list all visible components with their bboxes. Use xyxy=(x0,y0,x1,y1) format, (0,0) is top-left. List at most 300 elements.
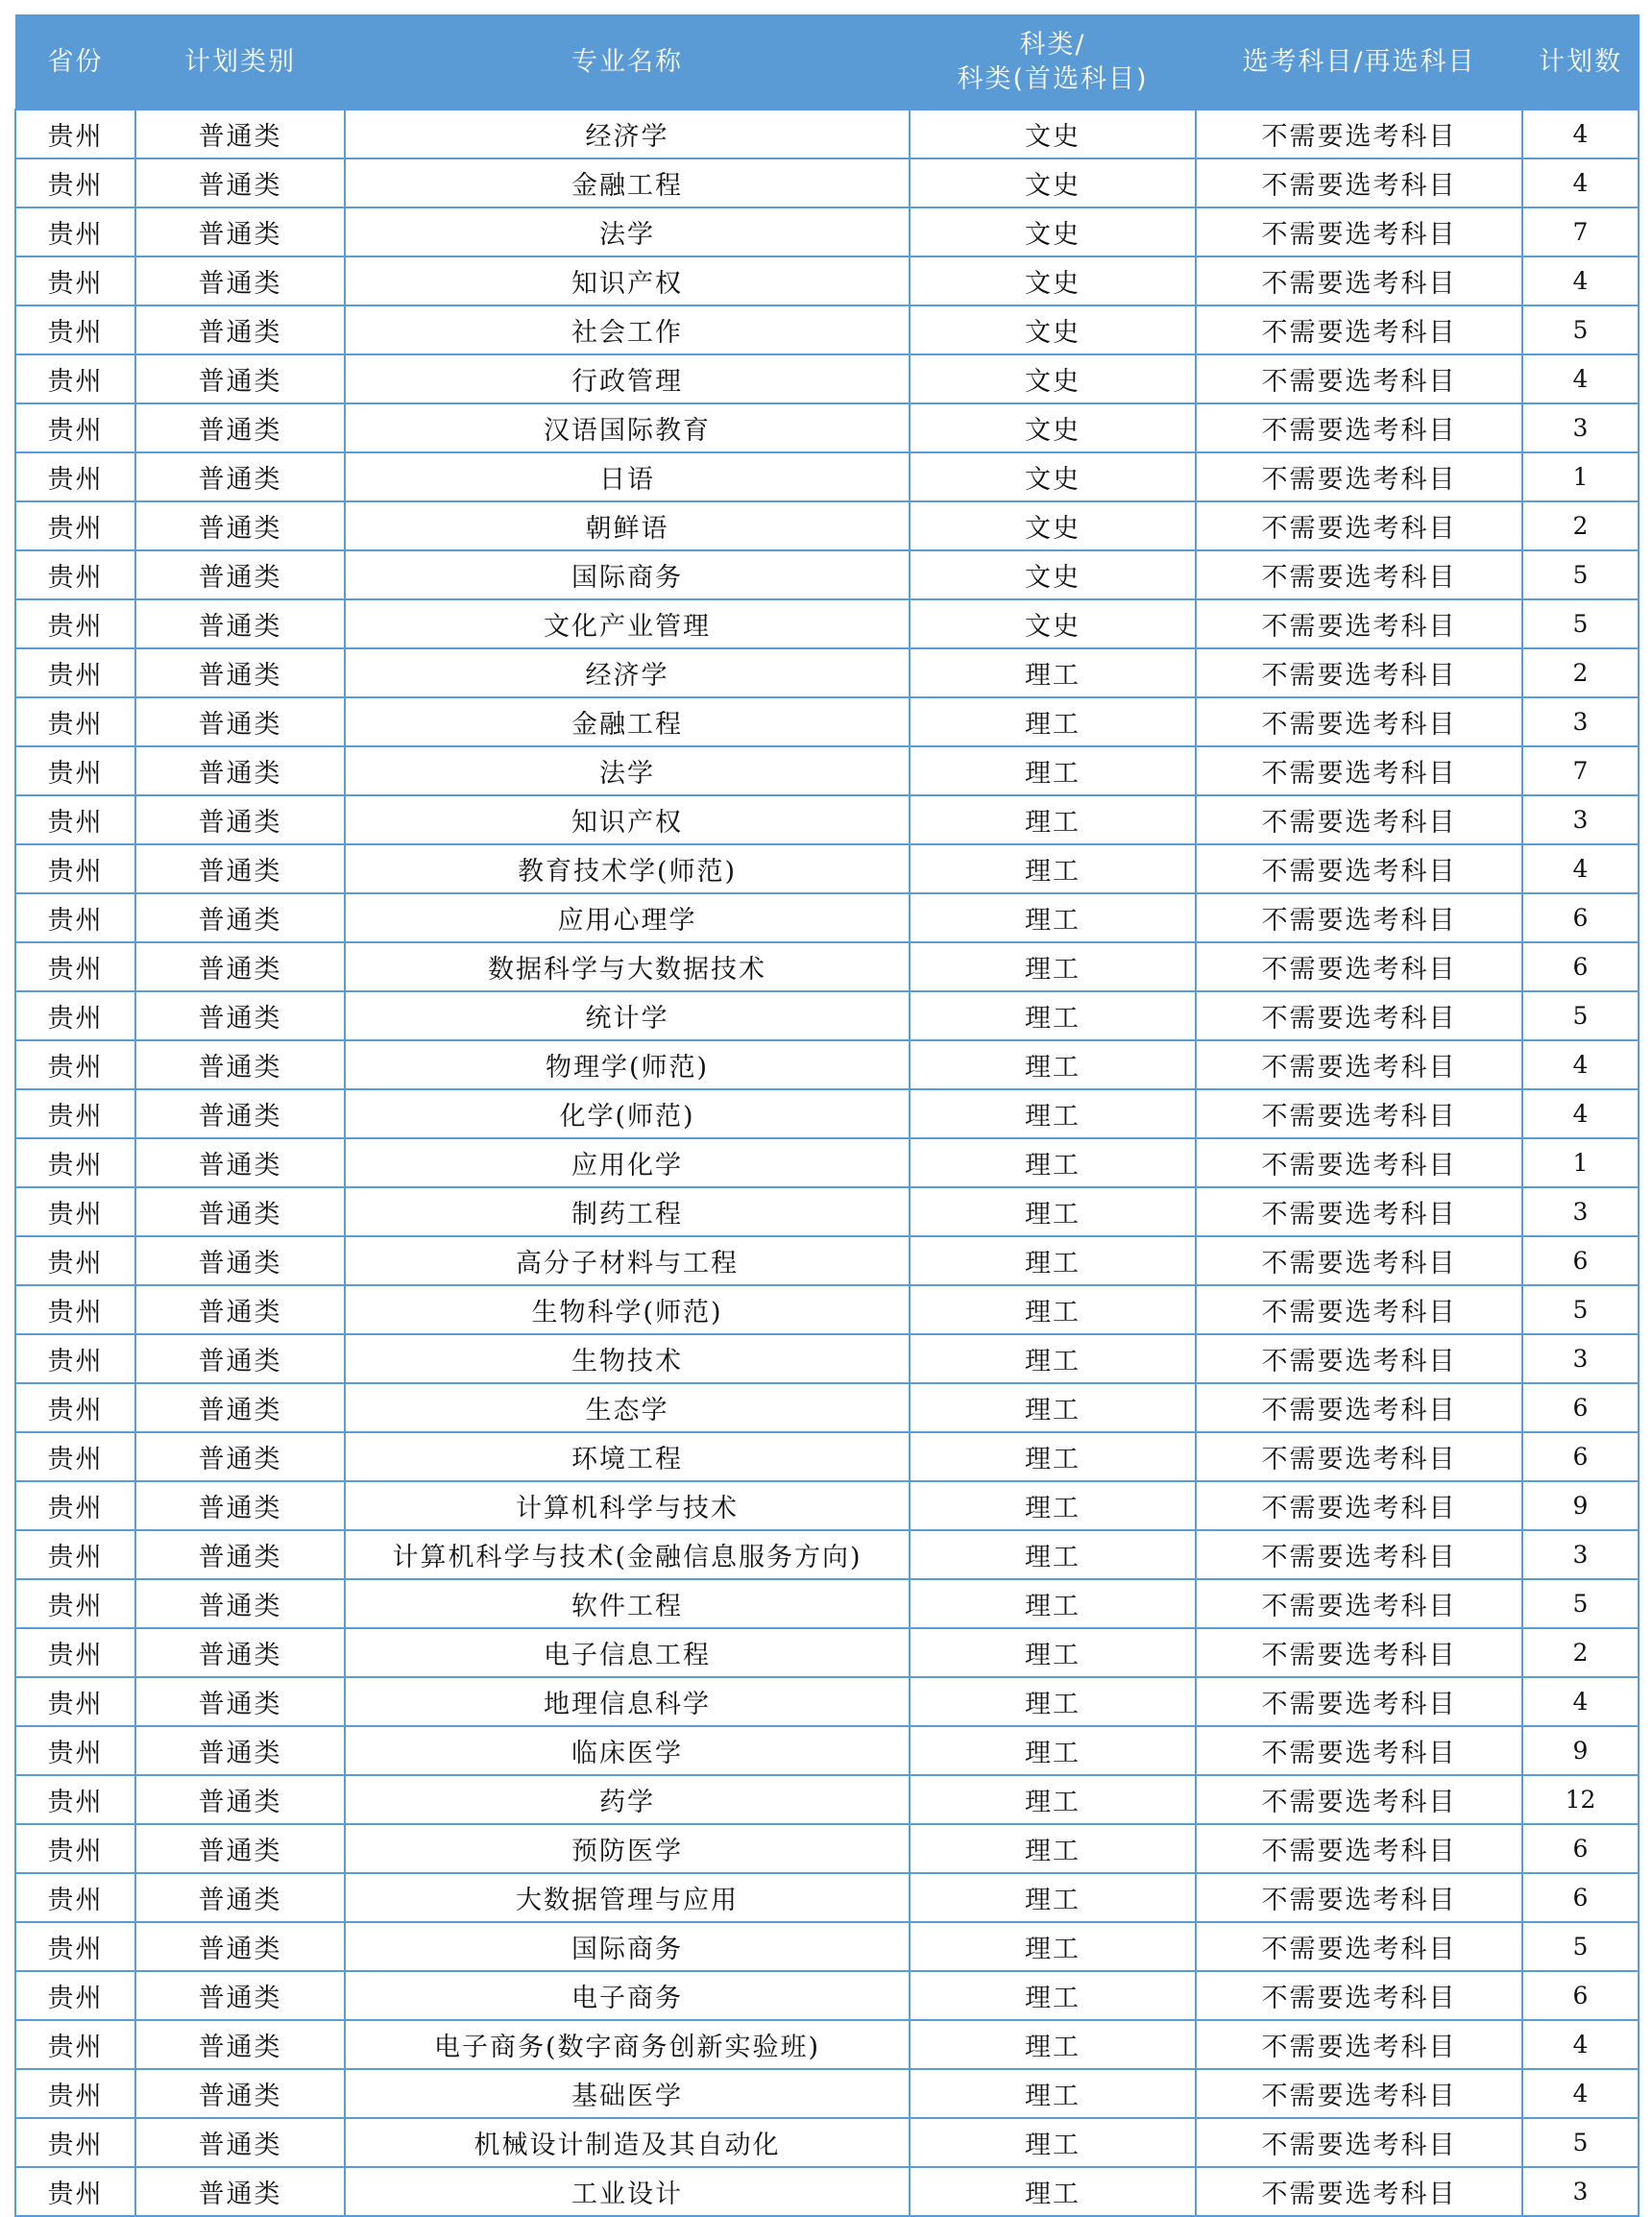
cell-subject: 文史 xyxy=(910,354,1196,403)
cell-major: 法学 xyxy=(345,207,910,256)
cell-plan-type: 普通类 xyxy=(135,1334,345,1383)
cell-major: 国际商务 xyxy=(345,1922,910,1971)
cell-province: 贵州 xyxy=(15,599,135,648)
cell-major: 计算机科学与技术(金融信息服务方向) xyxy=(345,1530,910,1579)
cell-subject: 文史 xyxy=(910,305,1196,354)
table-row xyxy=(15,1432,1639,1481)
cell-province: 贵州 xyxy=(15,2020,135,2069)
table-row xyxy=(15,942,1639,991)
cell-province: 贵州 xyxy=(15,1481,135,1530)
cell-quota: 5 xyxy=(1522,599,1639,648)
cell-elective: 不需要选考科目 xyxy=(1196,158,1522,207)
cell-elective: 不需要选考科目 xyxy=(1196,1824,1522,1873)
table-row xyxy=(15,2069,1639,2118)
cell-major: 临床医学 xyxy=(345,1726,910,1775)
cell-quota: 4 xyxy=(1522,2069,1639,2118)
cell-province: 贵州 xyxy=(15,844,135,893)
cell-subject: 理工 xyxy=(910,746,1196,795)
cell-province: 贵州 xyxy=(15,1726,135,1775)
cell-quota: 5 xyxy=(1522,1922,1639,1971)
cell-subject: 理工 xyxy=(910,1530,1196,1579)
cell-major: 朝鲜语 xyxy=(345,501,910,550)
cell-province: 贵州 xyxy=(15,110,135,158)
cell-province: 贵州 xyxy=(15,991,135,1040)
cell-major: 药学 xyxy=(345,1775,910,1824)
cell-elective: 不需要选考科目 xyxy=(1196,1383,1522,1432)
cell-plan-type: 普通类 xyxy=(135,1677,345,1726)
cell-province: 贵州 xyxy=(15,2118,135,2167)
cell-elective: 不需要选考科目 xyxy=(1196,1579,1522,1628)
table-body xyxy=(15,110,1639,2216)
cell-plan-type: 普通类 xyxy=(135,1236,345,1285)
cell-quota: 6 xyxy=(1522,942,1639,991)
cell-subject: 文史 xyxy=(910,110,1196,158)
cell-subject: 理工 xyxy=(910,1432,1196,1481)
cell-province: 贵州 xyxy=(15,746,135,795)
cell-quota: 5 xyxy=(1522,1285,1639,1334)
cell-plan-type: 普通类 xyxy=(135,2167,345,2216)
cell-plan-type: 普通类 xyxy=(135,746,345,795)
cell-major: 工业设计 xyxy=(345,2167,910,2216)
cell-quota: 4 xyxy=(1522,158,1639,207)
cell-quota: 2 xyxy=(1522,1628,1639,1677)
cell-quota: 4 xyxy=(1522,2020,1639,2069)
table-row xyxy=(15,1873,1639,1922)
header-province: 省份 xyxy=(15,15,135,110)
header-row xyxy=(15,15,1639,110)
table-row xyxy=(15,1481,1639,1530)
table-row xyxy=(15,354,1639,403)
cell-major: 制药工程 xyxy=(345,1187,910,1236)
cell-plan-type: 普通类 xyxy=(135,403,345,452)
cell-plan-type: 普通类 xyxy=(135,207,345,256)
cell-province: 贵州 xyxy=(15,1922,135,1971)
cell-plan-type: 普通类 xyxy=(135,1628,345,1677)
cell-major: 知识产权 xyxy=(345,256,910,305)
table-row xyxy=(15,110,1639,158)
cell-province: 贵州 xyxy=(15,1285,135,1334)
cell-subject: 理工 xyxy=(910,1040,1196,1089)
cell-elective: 不需要选考科目 xyxy=(1196,1334,1522,1383)
cell-subject: 理工 xyxy=(910,697,1196,746)
cell-elective: 不需要选考科目 xyxy=(1196,2167,1522,2216)
cell-elective: 不需要选考科目 xyxy=(1196,1922,1522,1971)
cell-subject: 文史 xyxy=(910,207,1196,256)
header-elective: 选考科目/再选科目 xyxy=(1196,15,1522,110)
cell-major: 数据科学与大数据技术 xyxy=(345,942,910,991)
cell-subject: 理工 xyxy=(910,1873,1196,1922)
cell-major: 预防医学 xyxy=(345,1824,910,1873)
cell-quota: 1 xyxy=(1522,1138,1639,1187)
cell-major: 电子商务 xyxy=(345,1971,910,2020)
cell-province: 贵州 xyxy=(15,501,135,550)
cell-elective: 不需要选考科目 xyxy=(1196,110,1522,158)
cell-major: 日语 xyxy=(345,452,910,501)
cell-quota: 5 xyxy=(1522,305,1639,354)
cell-major: 生态学 xyxy=(345,1383,910,1432)
cell-quota: 4 xyxy=(1522,1089,1639,1138)
cell-plan-type: 普通类 xyxy=(135,1775,345,1824)
cell-plan-type: 普通类 xyxy=(135,1040,345,1089)
cell-major: 电子商务(数字商务创新实验班) xyxy=(345,2020,910,2069)
cell-province: 贵州 xyxy=(15,1530,135,1579)
cell-major: 化学(师范) xyxy=(345,1089,910,1138)
cell-province: 贵州 xyxy=(15,2069,135,2118)
table-row xyxy=(15,2167,1639,2216)
cell-major: 应用化学 xyxy=(345,1138,910,1187)
cell-subject: 文史 xyxy=(910,550,1196,599)
cell-plan-type: 普通类 xyxy=(135,1432,345,1481)
cell-elective: 不需要选考科目 xyxy=(1196,1285,1522,1334)
cell-province: 贵州 xyxy=(15,795,135,844)
table-row xyxy=(15,1922,1639,1971)
table-row xyxy=(15,991,1639,1040)
cell-subject: 理工 xyxy=(910,991,1196,1040)
table-row xyxy=(15,1971,1639,2020)
cell-quota: 3 xyxy=(1522,1530,1639,1579)
cell-subject: 文史 xyxy=(910,501,1196,550)
table-row xyxy=(15,746,1639,795)
cell-plan-type: 普通类 xyxy=(135,599,345,648)
cell-elective: 不需要选考科目 xyxy=(1196,1628,1522,1677)
header-plan-type: 计划类别 xyxy=(135,15,345,110)
cell-major: 行政管理 xyxy=(345,354,910,403)
cell-plan-type: 普通类 xyxy=(135,452,345,501)
cell-province: 贵州 xyxy=(15,1579,135,1628)
cell-major: 国际商务 xyxy=(345,550,910,599)
table-row xyxy=(15,1089,1639,1138)
cell-major: 法学 xyxy=(345,746,910,795)
cell-elective: 不需要选考科目 xyxy=(1196,599,1522,648)
cell-major: 社会工作 xyxy=(345,305,910,354)
table-row xyxy=(15,1236,1639,1285)
cell-province: 贵州 xyxy=(15,1089,135,1138)
cell-subject: 理工 xyxy=(910,1775,1196,1824)
cell-quota: 7 xyxy=(1522,207,1639,256)
cell-elective: 不需要选考科目 xyxy=(1196,305,1522,354)
cell-province: 贵州 xyxy=(15,1040,135,1089)
cell-quota: 1 xyxy=(1522,452,1639,501)
cell-plan-type: 普通类 xyxy=(135,550,345,599)
table-row xyxy=(15,648,1639,697)
cell-elective: 不需要选考科目 xyxy=(1196,1530,1522,1579)
cell-quota: 2 xyxy=(1522,648,1639,697)
cell-major: 计算机科学与技术 xyxy=(345,1481,910,1530)
cell-subject: 理工 xyxy=(910,844,1196,893)
cell-subject: 理工 xyxy=(910,648,1196,697)
cell-province: 贵州 xyxy=(15,550,135,599)
table-row xyxy=(15,1726,1639,1775)
cell-quota: 4 xyxy=(1522,256,1639,305)
cell-plan-type: 普通类 xyxy=(135,795,345,844)
cell-quota: 4 xyxy=(1522,1677,1639,1726)
cell-plan-type: 普通类 xyxy=(135,2118,345,2167)
table-row xyxy=(15,1628,1639,1677)
cell-plan-type: 普通类 xyxy=(135,1971,345,2020)
cell-elective: 不需要选考科目 xyxy=(1196,452,1522,501)
cell-quota: 4 xyxy=(1522,1040,1639,1089)
cell-major: 知识产权 xyxy=(345,795,910,844)
cell-elective: 不需要选考科目 xyxy=(1196,844,1522,893)
cell-province: 贵州 xyxy=(15,403,135,452)
cell-elective: 不需要选考科目 xyxy=(1196,795,1522,844)
cell-plan-type: 普通类 xyxy=(135,1089,345,1138)
cell-plan-type: 普通类 xyxy=(135,305,345,354)
header-quota: 计划数 xyxy=(1522,15,1639,110)
cell-province: 贵州 xyxy=(15,305,135,354)
cell-elective: 不需要选考科目 xyxy=(1196,697,1522,746)
cell-major: 基础医学 xyxy=(345,2069,910,2118)
cell-major: 金融工程 xyxy=(345,158,910,207)
cell-subject: 理工 xyxy=(910,1285,1196,1334)
cell-major: 机械设计制造及其自动化 xyxy=(345,2118,910,2167)
table-row xyxy=(15,1383,1639,1432)
table-row xyxy=(15,844,1639,893)
header-major: 专业名称 xyxy=(345,15,910,110)
cell-major: 经济学 xyxy=(345,110,910,158)
table-row xyxy=(15,550,1639,599)
table-row xyxy=(15,1138,1639,1187)
cell-province: 贵州 xyxy=(15,1383,135,1432)
cell-subject: 理工 xyxy=(910,942,1196,991)
cell-elective: 不需要选考科目 xyxy=(1196,2118,1522,2167)
cell-elective: 不需要选考科目 xyxy=(1196,2020,1522,2069)
table-row xyxy=(15,1285,1639,1334)
cell-province: 贵州 xyxy=(15,207,135,256)
cell-province: 贵州 xyxy=(15,354,135,403)
table-row xyxy=(15,256,1639,305)
cell-province: 贵州 xyxy=(15,1971,135,2020)
cell-quota: 6 xyxy=(1522,1236,1639,1285)
cell-major: 物理学(师范) xyxy=(345,1040,910,1089)
cell-elective: 不需要选考科目 xyxy=(1196,1971,1522,2020)
cell-plan-type: 普通类 xyxy=(135,501,345,550)
table-row xyxy=(15,305,1639,354)
cell-plan-type: 普通类 xyxy=(135,1383,345,1432)
table-row xyxy=(15,795,1639,844)
cell-subject: 理工 xyxy=(910,1236,1196,1285)
cell-elective: 不需要选考科目 xyxy=(1196,207,1522,256)
cell-quota: 5 xyxy=(1522,550,1639,599)
cell-plan-type: 普通类 xyxy=(135,697,345,746)
table-row xyxy=(15,1187,1639,1236)
cell-quota: 4 xyxy=(1522,844,1639,893)
cell-province: 贵州 xyxy=(15,648,135,697)
cell-quota: 5 xyxy=(1522,2118,1639,2167)
cell-plan-type: 普通类 xyxy=(135,354,345,403)
cell-province: 贵州 xyxy=(15,1824,135,1873)
cell-quota: 6 xyxy=(1522,1432,1639,1481)
table-row xyxy=(15,501,1639,550)
cell-quota: 12 xyxy=(1522,1775,1639,1824)
table-row xyxy=(15,2020,1639,2069)
cell-elective: 不需要选考科目 xyxy=(1196,746,1522,795)
cell-plan-type: 普通类 xyxy=(135,256,345,305)
cell-province: 贵州 xyxy=(15,697,135,746)
cell-major: 地理信息科学 xyxy=(345,1677,910,1726)
cell-elective: 不需要选考科目 xyxy=(1196,942,1522,991)
cell-quota: 3 xyxy=(1522,403,1639,452)
cell-elective: 不需要选考科目 xyxy=(1196,991,1522,1040)
cell-subject: 理工 xyxy=(910,1138,1196,1187)
cell-quota: 6 xyxy=(1522,1824,1639,1873)
cell-subject: 理工 xyxy=(910,795,1196,844)
cell-province: 贵州 xyxy=(15,1187,135,1236)
table-row xyxy=(15,1677,1639,1726)
cell-quota: 6 xyxy=(1522,1873,1639,1922)
cell-plan-type: 普通类 xyxy=(135,942,345,991)
cell-plan-type: 普通类 xyxy=(135,158,345,207)
cell-subject: 理工 xyxy=(910,2069,1196,2118)
cell-subject: 文史 xyxy=(910,158,1196,207)
cell-plan-type: 普通类 xyxy=(135,1726,345,1775)
cell-plan-type: 普通类 xyxy=(135,2020,345,2069)
cell-elective: 不需要选考科目 xyxy=(1196,1089,1522,1138)
cell-elective: 不需要选考科目 xyxy=(1196,1873,1522,1922)
cell-subject: 理工 xyxy=(910,1628,1196,1677)
cell-subject: 理工 xyxy=(910,2167,1196,2216)
cell-quota: 4 xyxy=(1522,354,1639,403)
cell-elective: 不需要选考科目 xyxy=(1196,550,1522,599)
cell-subject: 文史 xyxy=(910,599,1196,648)
cell-quota: 2 xyxy=(1522,501,1639,550)
cell-province: 贵州 xyxy=(15,452,135,501)
cell-subject: 文史 xyxy=(910,256,1196,305)
cell-plan-type: 普通类 xyxy=(135,844,345,893)
cell-plan-type: 普通类 xyxy=(135,991,345,1040)
cell-major: 生物科学(师范) xyxy=(345,1285,910,1334)
cell-quota: 4 xyxy=(1522,110,1639,158)
cell-quota: 7 xyxy=(1522,746,1639,795)
cell-plan-type: 普通类 xyxy=(135,648,345,697)
table-row xyxy=(15,1040,1639,1089)
cell-province: 贵州 xyxy=(15,1236,135,1285)
table-row xyxy=(15,893,1639,942)
table-row xyxy=(15,158,1639,207)
cell-major: 电子信息工程 xyxy=(345,1628,910,1677)
table-row xyxy=(15,1334,1639,1383)
cell-plan-type: 普通类 xyxy=(135,1873,345,1922)
table-row xyxy=(15,2118,1639,2167)
cell-elective: 不需要选考科目 xyxy=(1196,1677,1522,1726)
cell-elective: 不需要选考科目 xyxy=(1196,1775,1522,1824)
cell-plan-type: 普通类 xyxy=(135,1138,345,1187)
cell-major: 文化产业管理 xyxy=(345,599,910,648)
cell-province: 贵州 xyxy=(15,1677,135,1726)
cell-quota: 9 xyxy=(1522,1726,1639,1775)
cell-subject: 文史 xyxy=(910,452,1196,501)
cell-province: 贵州 xyxy=(15,158,135,207)
table-row xyxy=(15,1824,1639,1873)
cell-elective: 不需要选考科目 xyxy=(1196,1481,1522,1530)
cell-elective: 不需要选考科目 xyxy=(1196,354,1522,403)
cell-subject: 理工 xyxy=(910,1726,1196,1775)
cell-quota: 9 xyxy=(1522,1481,1639,1530)
cell-elective: 不需要选考科目 xyxy=(1196,1432,1522,1481)
cell-subject: 理工 xyxy=(910,1334,1196,1383)
cell-province: 贵州 xyxy=(15,1334,135,1383)
cell-major: 经济学 xyxy=(345,648,910,697)
cell-elective: 不需要选考科目 xyxy=(1196,893,1522,942)
cell-quota: 6 xyxy=(1522,1971,1639,2020)
cell-province: 贵州 xyxy=(15,942,135,991)
cell-major: 金融工程 xyxy=(345,697,910,746)
cell-major: 应用心理学 xyxy=(345,893,910,942)
cell-major: 教育技术学(师范) xyxy=(345,844,910,893)
cell-plan-type: 普通类 xyxy=(135,1187,345,1236)
cell-plan-type: 普通类 xyxy=(135,110,345,158)
cell-elective: 不需要选考科目 xyxy=(1196,501,1522,550)
header-subject xyxy=(910,15,1196,110)
cell-province: 贵州 xyxy=(15,1432,135,1481)
cell-major: 软件工程 xyxy=(345,1579,910,1628)
cell-major: 统计学 xyxy=(345,991,910,1040)
table-row xyxy=(15,1579,1639,1628)
table-row xyxy=(15,207,1639,256)
cell-quota: 5 xyxy=(1522,1579,1639,1628)
cell-elective: 不需要选考科目 xyxy=(1196,1236,1522,1285)
table-row xyxy=(15,1530,1639,1579)
cell-subject: 理工 xyxy=(910,893,1196,942)
table-row xyxy=(15,697,1639,746)
cell-subject: 理工 xyxy=(910,1677,1196,1726)
header-subject-line1: 科类/ xyxy=(1019,29,1086,60)
cell-province: 贵州 xyxy=(15,256,135,305)
cell-elective: 不需要选考科目 xyxy=(1196,1138,1522,1187)
admission-plan-table xyxy=(14,14,1640,2217)
cell-subject: 理工 xyxy=(910,1824,1196,1873)
cell-province: 贵州 xyxy=(15,2167,135,2216)
cell-subject: 理工 xyxy=(910,2020,1196,2069)
header-subject-line2: 科类(首选科目) xyxy=(957,63,1149,94)
cell-province: 贵州 xyxy=(15,1628,135,1677)
cell-subject: 理工 xyxy=(910,1187,1196,1236)
table-row xyxy=(15,403,1639,452)
cell-plan-type: 普通类 xyxy=(135,893,345,942)
cell-subject: 理工 xyxy=(910,1922,1196,1971)
cell-plan-type: 普通类 xyxy=(135,2069,345,2118)
cell-subject: 文史 xyxy=(910,403,1196,452)
table-row xyxy=(15,452,1639,501)
cell-major: 大数据管理与应用 xyxy=(345,1873,910,1922)
cell-plan-type: 普通类 xyxy=(135,1530,345,1579)
cell-plan-type: 普通类 xyxy=(135,1579,345,1628)
cell-elective: 不需要选考科目 xyxy=(1196,1187,1522,1236)
cell-quota: 3 xyxy=(1522,1334,1639,1383)
cell-subject: 理工 xyxy=(910,1383,1196,1432)
cell-major: 环境工程 xyxy=(345,1432,910,1481)
cell-elective: 不需要选考科目 xyxy=(1196,1040,1522,1089)
cell-major: 汉语国际教育 xyxy=(345,403,910,452)
cell-elective: 不需要选考科目 xyxy=(1196,648,1522,697)
cell-quota: 5 xyxy=(1522,991,1639,1040)
cell-plan-type: 普通类 xyxy=(135,1481,345,1530)
table-header xyxy=(15,15,1639,110)
cell-plan-type: 普通类 xyxy=(135,1922,345,1971)
cell-subject: 理工 xyxy=(910,2118,1196,2167)
cell-subject: 理工 xyxy=(910,1089,1196,1138)
cell-elective: 不需要选考科目 xyxy=(1196,2069,1522,2118)
table-row xyxy=(15,599,1639,648)
cell-province: 贵州 xyxy=(15,1873,135,1922)
cell-quota: 3 xyxy=(1522,1187,1639,1236)
cell-plan-type: 普通类 xyxy=(135,1285,345,1334)
cell-province: 贵州 xyxy=(15,1138,135,1187)
cell-plan-type: 普通类 xyxy=(135,1824,345,1873)
cell-subject: 理工 xyxy=(910,1971,1196,2020)
cell-province: 贵州 xyxy=(15,1775,135,1824)
table-row xyxy=(15,1775,1639,1824)
